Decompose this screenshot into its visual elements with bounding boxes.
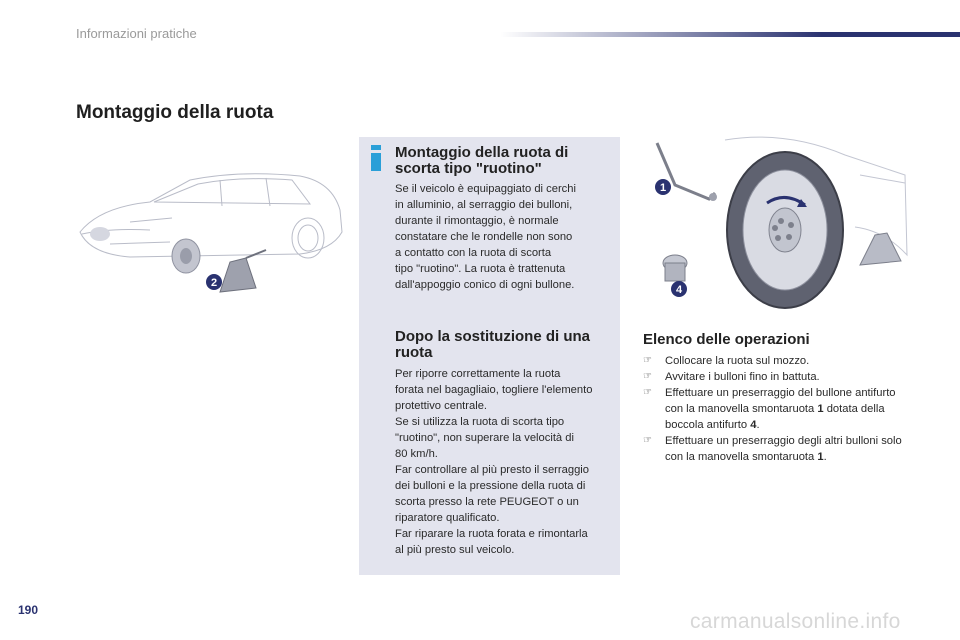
callout-number: 4 [675,284,683,296]
spare-wheel-icon [727,152,843,308]
operations-title: Elenco delle operazioni [643,331,810,348]
header-bar [500,32,960,37]
reference-number: 1 [817,451,824,463]
bullet-icon: ☞ [643,435,652,446]
page-title: Montaggio della ruota [76,102,274,123]
box-heading-after-replacement: Dopo la sostituzione di una ruota [395,328,590,361]
box-heading-spare-wheel: Montaggio della ruota di scorta tipo "ruotino" [395,144,569,177]
antitheft-socket-icon [663,255,687,281]
bullet-icon: ☞ [643,355,652,366]
jack-icon [220,250,266,292]
callout-badge-icon [671,281,687,297]
section-label: Informazioni pratiche [76,26,197,41]
watermark: carmanualsonline.info [690,610,901,633]
callout-number: 2 [210,277,218,289]
info-box [359,137,620,575]
list-item: ☞ Avvitare i bulloni fino in battuta. [643,371,820,383]
callout-badge-icon [206,274,222,290]
jack-icon [860,233,901,265]
list-item: ☞ Collocare la ruota sul mozzo. [643,355,810,367]
list-item: ☞ Effettuare un preserraggio del bullone antifurto con la manovella smontaruota 1 dotata della boccola antifurto 4. [643,387,896,431]
reference-number: 4 [750,419,757,431]
car-illustration [70,162,350,297]
callout-number: 1 [659,182,667,194]
info-icon [370,145,382,171]
reference-number: 1 [817,403,824,415]
operations-list [643,353,913,465]
callout-badge-icon [655,179,671,195]
page-number: 190 [18,603,39,617]
wheel-hub-icon [172,239,200,273]
bullet-icon: ☞ [643,371,652,382]
box-paragraph-after-replacement: Per riporre correttamente la ruota forata nel bagagliaio, togliere l'elemento protettivo centrale. Se si utilizza la ruota di scorta tipo "ruotino", non superare la velocità di 80 km/h. Far controllare al più presto il serraggio dei bulloni e la pressione della ruota di scorta presso la rete PEUGEOT o un riparatore qualificato. Far riparare la ruota forata e rimontarla al più presto sul veicolo. [395,368,593,556]
list-item: ☞ Effettuare un preserraggio degli altri bulloni solo con la manovella smontaruota 1. [643,435,902,463]
bullet-icon: ☞ [643,387,652,398]
box-paragraph-spare-wheel: Se il veicolo è equipaggiato di cerchi in alluminio, al serraggio dei bulloni, durante il rimontaggio, è normale constatare che le rondelle non sono a contatto con la ruota di scorta tipo "ruotino". La ruota è trattenuta dall'appoggio conico di ogni bullone. [395,183,576,291]
wheel-illustration [635,135,910,310]
